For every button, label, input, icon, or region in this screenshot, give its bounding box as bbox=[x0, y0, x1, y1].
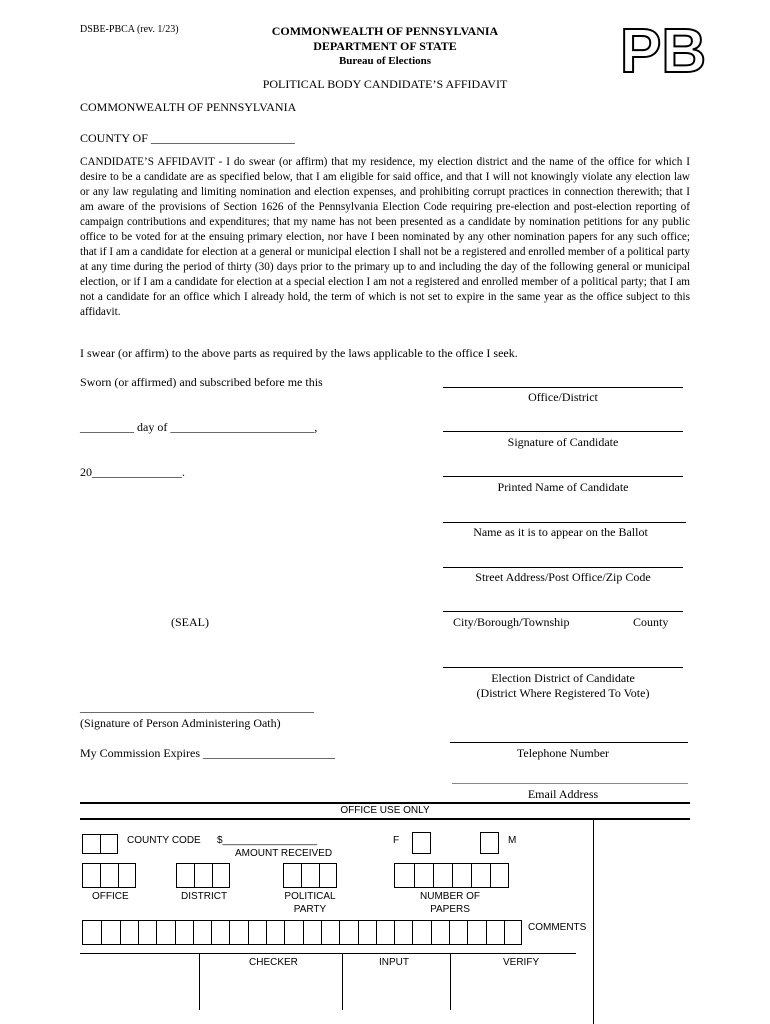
number-of-papers-label-line1: NUMBER OF bbox=[420, 891, 480, 902]
swear-statement: I swear (or affirm) to the above parts as required by the laws applicable to the office I seek. bbox=[80, 346, 518, 360]
box-divider bbox=[452, 864, 453, 887]
box-divider bbox=[449, 921, 450, 944]
number-of-papers-label bbox=[410, 891, 490, 915]
m-label: M bbox=[508, 835, 517, 846]
street-address-label: Street Address/Post Office/Zip Code bbox=[475, 570, 651, 584]
political-party-label-line1: POLITICAL bbox=[284, 891, 336, 902]
box-divider bbox=[101, 921, 102, 944]
box-divider bbox=[212, 864, 213, 887]
form-header bbox=[240, 24, 530, 69]
box-divider bbox=[339, 921, 340, 944]
telephone-line[interactable] bbox=[450, 742, 688, 743]
f-box[interactable] bbox=[412, 832, 431, 854]
m-box[interactable] bbox=[480, 832, 499, 854]
county-code-label: COUNTY CODE bbox=[127, 835, 201, 846]
box-divider bbox=[358, 921, 359, 944]
county-field[interactable]: COUNTY OF ________________________ bbox=[80, 131, 295, 145]
box-divider bbox=[175, 921, 176, 944]
box-divider bbox=[303, 921, 304, 944]
city-county-line[interactable] bbox=[443, 611, 683, 612]
political-party-box[interactable] bbox=[283, 863, 337, 888]
input-verify-divider bbox=[450, 953, 451, 1010]
office-use-top-rule bbox=[80, 802, 690, 804]
sworn-text: Sworn (or affirmed) and subscribed before me this bbox=[80, 375, 323, 389]
seal-label: (SEAL) bbox=[171, 615, 209, 629]
number-of-papers-label-line2: PAPERS bbox=[430, 904, 470, 915]
checker-row-rule bbox=[80, 953, 576, 954]
long-entry-box[interactable] bbox=[82, 920, 522, 945]
box-divider bbox=[376, 921, 377, 944]
box-divider bbox=[229, 921, 230, 944]
box-divider bbox=[412, 921, 413, 944]
county-label: County bbox=[633, 615, 669, 629]
box-divider bbox=[100, 864, 101, 887]
box-divider bbox=[433, 864, 434, 887]
election-district-label: Election District of Candidate bbox=[491, 671, 635, 685]
day-of-field[interactable]: _________ day of ________________________, bbox=[80, 420, 318, 434]
box-divider bbox=[100, 835, 101, 853]
signature-line[interactable] bbox=[443, 431, 683, 432]
office-district-label: Office/District bbox=[528, 390, 598, 404]
box-divider bbox=[193, 921, 194, 944]
signature-label: Signature of Candidate bbox=[507, 435, 619, 449]
district-label: DISTRICT bbox=[181, 891, 228, 902]
box-divider bbox=[138, 921, 139, 944]
district-box[interactable] bbox=[176, 863, 230, 888]
amount-received-label: AMOUNT RECEIVED bbox=[235, 848, 333, 859]
checker-left-divider bbox=[199, 953, 200, 1010]
printed-name-label: Printed Name of Candidate bbox=[497, 480, 629, 494]
commonwealth-line: COMMONWEALTH OF PENNSYLVANIA bbox=[80, 100, 297, 114]
pb-logo-text: PB bbox=[620, 17, 707, 86]
ballot-name-line[interactable] bbox=[443, 522, 686, 523]
box-divider bbox=[504, 921, 505, 944]
box-divider bbox=[248, 921, 249, 944]
box-divider bbox=[301, 864, 302, 887]
district-registered-label: (District Where Registered To Vote) bbox=[476, 686, 650, 700]
box-divider bbox=[414, 864, 415, 887]
form-code: DSBE-PBCA (rev. 1/23) bbox=[80, 24, 179, 35]
checker-input-divider bbox=[342, 953, 343, 1010]
box-divider bbox=[120, 921, 121, 944]
amount-field[interactable]: $_________________ bbox=[217, 835, 318, 846]
ballot-name-label: Name as it is to appear on the Ballot bbox=[473, 525, 648, 539]
verify-label: VERIFY bbox=[503, 957, 540, 968]
election-district-line[interactable] bbox=[443, 667, 683, 668]
year-field[interactable]: 20_______________. bbox=[80, 465, 185, 479]
document-title: POLITICAL BODY CANDIDATE’S AFFIDAVIT bbox=[262, 77, 508, 91]
box-divider bbox=[431, 921, 432, 944]
printed-name-line[interactable] bbox=[443, 476, 683, 477]
office-box[interactable] bbox=[82, 863, 136, 888]
input-label: INPUT bbox=[379, 957, 409, 968]
city-label: City/Borough/Township bbox=[453, 615, 570, 629]
box-divider bbox=[319, 864, 320, 887]
office-use-heading: OFFICE USE ONLY bbox=[340, 805, 430, 816]
header-department: DEPARTMENT OF STATE bbox=[313, 39, 457, 53]
political-party-label bbox=[270, 891, 350, 915]
box-divider bbox=[284, 921, 285, 944]
telephone-label: Telephone Number bbox=[516, 746, 610, 760]
office-use-header-rule bbox=[80, 818, 690, 820]
header-commonwealth: COMMONWEALTH OF PENNSYLVANIA bbox=[271, 24, 499, 38]
email-line[interactable] bbox=[452, 783, 688, 784]
email-label: Email Address bbox=[527, 787, 599, 801]
street-address-line[interactable] bbox=[443, 567, 683, 568]
checker-label: CHECKER bbox=[249, 957, 298, 968]
box-divider bbox=[211, 921, 212, 944]
number-of-papers-box[interactable] bbox=[394, 863, 509, 888]
box-divider bbox=[156, 921, 157, 944]
box-divider bbox=[194, 864, 195, 887]
office-label: OFFICE bbox=[92, 891, 129, 902]
box-divider bbox=[266, 921, 267, 944]
political-party-label-line2: PARTY bbox=[293, 904, 327, 915]
box-divider bbox=[486, 921, 487, 944]
box-divider bbox=[394, 921, 395, 944]
box-divider bbox=[118, 864, 119, 887]
box-divider bbox=[467, 921, 468, 944]
f-label: F bbox=[393, 835, 400, 846]
commission-expires-field[interactable]: My Commission Expires ______________________ bbox=[80, 746, 336, 760]
pb-logo bbox=[620, 17, 707, 86]
affidavit-text: CANDIDATE’S AFFIDAVIT - I do swear (or affirm) that my residence, my election district and the name of the office for which I desire to be a candidate are as specified below, that I am eligible for said office, and that I will not knowingly violate any election law or any law regulating and limiting nomination and election expenses, and prohibiting corrupt practices in connection therewith; that I am aware of the provisions of Section 1626 of the Pennsylvania Election Code requiring pre-election and post-election reporting of campaign contributions and expenditures; that my name has not been presented as a candidate by nomination petitions for any public office to be voted for at the ensuing primary election, nor have I been nominated by any other nomination papers for any such office; that if I am a candidate for election at a general or municipal election I shall not be a registered and enrolled member of a political party at any time during the period of thirty (30) days prior to the primary up to and including the day of the following general or municipal election, or if I am a candidate for election at a special election I am not a registered and enrolled member of a political party; that I am not a candidate for an office which I already hold, the term of which is not set to expire in the same year as the office subject to this affidavit. bbox=[80, 156, 690, 318]
comments-divider bbox=[593, 820, 594, 1024]
admin-signature-label: (Signature of Person Administering Oath) bbox=[80, 716, 281, 730]
box-divider bbox=[490, 864, 491, 887]
comments-label: COMMENTS bbox=[528, 922, 587, 933]
box-divider bbox=[471, 864, 472, 887]
county-code-box[interactable] bbox=[82, 834, 118, 854]
header-bureau: Bureau of Elections bbox=[338, 55, 432, 67]
office-district-line[interactable] bbox=[443, 387, 683, 388]
admin-signature-line[interactable]: _______________________________________ bbox=[80, 700, 314, 714]
box-divider bbox=[321, 921, 322, 944]
